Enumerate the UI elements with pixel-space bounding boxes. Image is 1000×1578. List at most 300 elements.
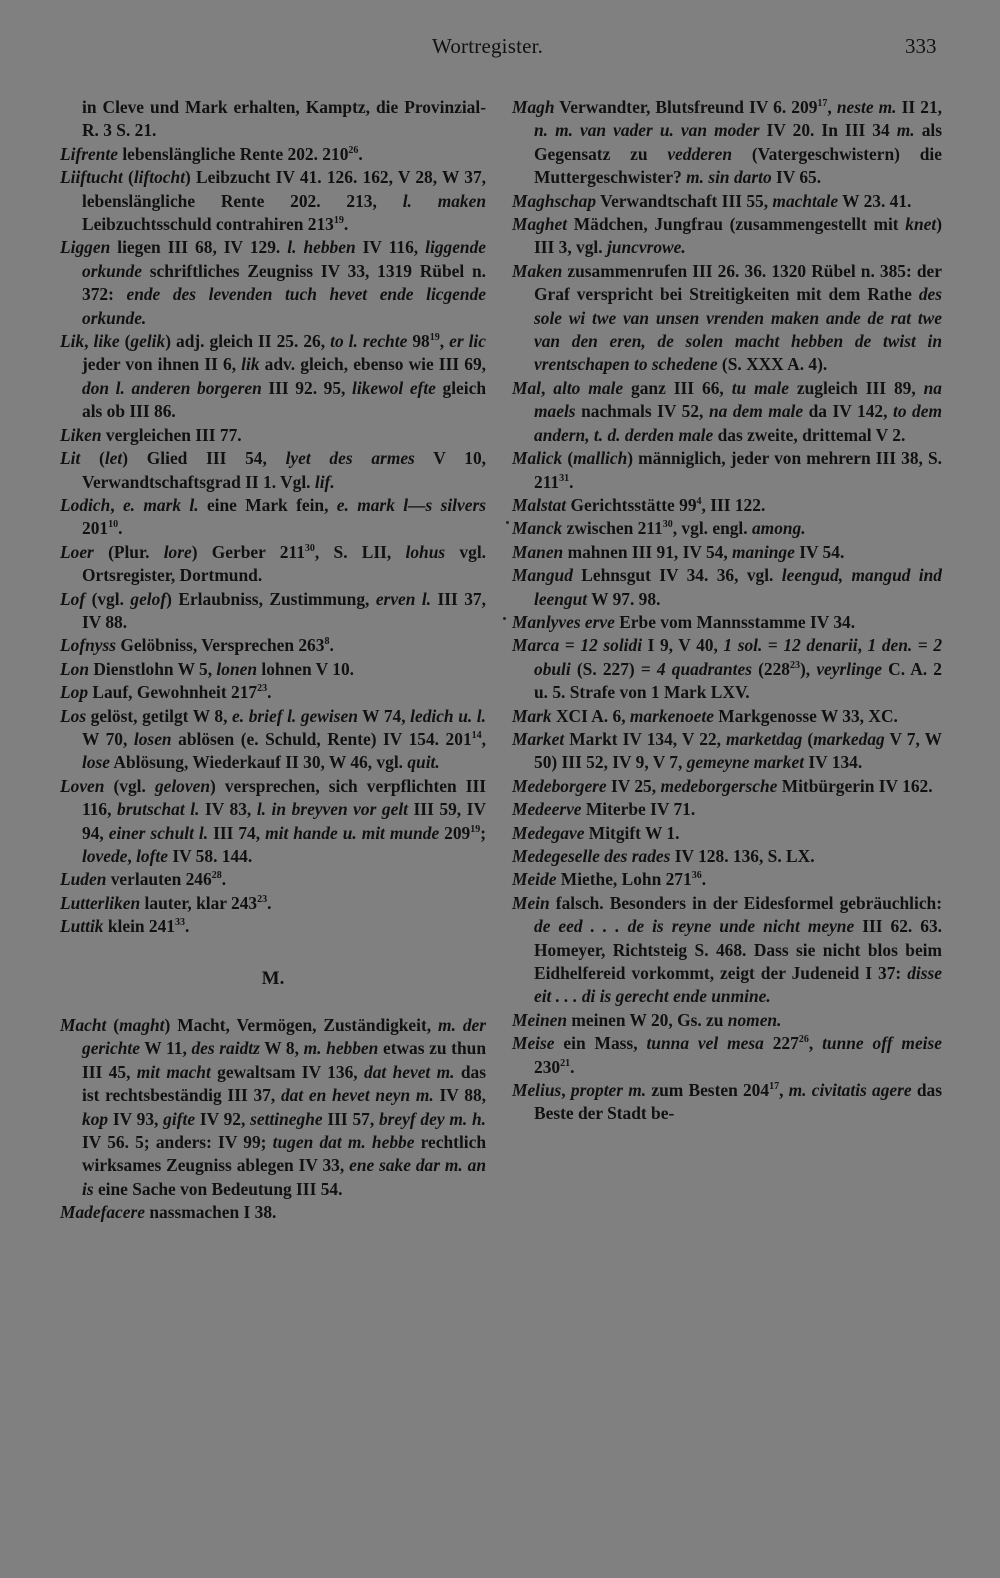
gloss-text: III 57, <box>322 1108 379 1129</box>
line-reference: 17 <box>769 1081 780 1093</box>
gloss-text: als Gegensatz zu <box>534 120 942 164</box>
italic-quote: na dem male <box>708 401 804 422</box>
gloss-text: das ist rechtsbeständig III 37, <box>82 1061 487 1106</box>
line-reference: 23 <box>257 893 268 905</box>
headword: Loer <box>60 541 94 562</box>
gloss-text: Ablösung, Wiederkauf II 30, W 46, vgl. <box>110 752 408 773</box>
italic-quote: neste m. <box>836 97 897 117</box>
gloss-text: Lauf, Gewohnheit 217 <box>88 682 258 703</box>
gloss-text: IV 134. <box>804 752 863 773</box>
gloss-text: ( <box>802 728 814 749</box>
italic-quote: gifte <box>163 1108 196 1129</box>
running-title: Wortregister. <box>432 34 544 58</box>
headword: Malick <box>512 448 563 469</box>
gloss-text: . <box>267 892 272 913</box>
italic-quote: l. maken <box>402 190 487 211</box>
gloss-text: IV 20. In III 34 <box>759 120 897 141</box>
gloss-text: ( <box>119 331 131 352</box>
italic-quote: likewol efte <box>352 377 436 398</box>
italic-quote: e. mark l. <box>122 494 199 515</box>
italic-quote: lik <box>241 354 260 375</box>
gloss-text: in Cleve und Mark erhalten, Kamptz, die Provinzial-R. 3 S. 21. <box>82 97 486 141</box>
gloss-text: V 7, W 50) III 52, IV 9, V 7, <box>534 728 943 773</box>
gloss-text: adv. gleich, ebenso wie III 69, <box>259 354 486 375</box>
gloss-text: , <box>481 728 487 749</box>
gloss-text: rechtlich wirksames Zeugniss ablegen IV 33, <box>82 1132 486 1176</box>
gloss-text: Erbe vom Mannsstamme IV 34. <box>614 611 856 632</box>
gloss-text: zum Besten 204 <box>646 1080 770 1101</box>
gloss-text: nachmals IV 52, <box>575 401 709 422</box>
section-heading-m: M. <box>261 967 285 989</box>
italic-quote: 1 den. <box>867 635 913 656</box>
line-reference: 36 <box>691 870 702 882</box>
italic-quote: to dem andern, t. d. derden male <box>534 401 942 445</box>
gloss-text: gelöst, getilgt W 8, <box>86 705 233 726</box>
headword: Manlyves erve <box>512 611 615 632</box>
register-entry <box>60 236 486 330</box>
gloss-text: IV 116, <box>355 237 426 258</box>
gloss-text: III 62. 63. Homeyer, Richtsteig S. 468. Dass sie nicht blos beim Eidhelfereid vorkommt, zeigt der Judeneid I 37: <box>534 916 943 984</box>
italic-quote: quit. <box>407 752 440 773</box>
gloss-text: Gerichtsstätte 99 <box>566 494 697 515</box>
gloss-text: Miethe, Lohn 271 <box>556 869 692 890</box>
headword: Lodich <box>60 494 111 515</box>
italic-quote: 2 obuli <box>534 635 943 679</box>
right-column <box>512 96 942 1126</box>
register-entry <box>512 190 942 213</box>
line-reference: 19 <box>333 215 344 227</box>
headword: Medeerve <box>512 799 582 820</box>
italic-quote: settineghe <box>250 1108 323 1129</box>
gloss-text: = <box>559 635 581 656</box>
gloss-text: . <box>118 518 123 539</box>
register-entry <box>512 1079 942 1126</box>
headword: Meinen <box>512 1009 568 1030</box>
gloss-text: III 37, IV 88. <box>82 588 486 632</box>
line-reference: 19 <box>470 823 481 835</box>
gloss-text: IV 83, <box>199 799 257 820</box>
gloss-text: verlauten 246 <box>106 869 212 890</box>
italic-quote: maninge <box>732 541 795 562</box>
register-entry <box>512 377 942 447</box>
register-entry <box>512 822 942 845</box>
gloss-text: II 21, <box>896 97 942 117</box>
gloss-text: das zweite, drittemal V 2. <box>713 424 906 445</box>
register-entry <box>512 447 942 494</box>
gloss-text: IV 93, <box>108 1108 164 1129</box>
gloss-text: ) versprechen, sich verpflichten III 116, <box>82 775 486 820</box>
gloss-text: , III 122. <box>701 494 766 515</box>
italic-quote: e. mark l—s silvers <box>336 494 486 515</box>
italic-quote: 12 denarii <box>783 635 858 656</box>
headword: Mal <box>512 377 541 398</box>
gloss-text: Verwandter, Blutsfreund IV 6. 209 <box>554 97 818 117</box>
gloss-text: = <box>912 635 934 656</box>
register-entry <box>512 213 942 260</box>
gloss-text: klein 241 <box>103 916 176 937</box>
headword: Loven <box>60 775 105 796</box>
headword: Medegave <box>512 822 585 843</box>
italic-quote: knet <box>905 214 937 235</box>
italic-quote: marketdag <box>726 728 803 749</box>
italic-quote: mallich <box>573 448 628 469</box>
gloss-text: ein Mass, <box>554 1033 647 1054</box>
gloss-text: Gelöbniss, Versprechen 263 <box>116 635 325 656</box>
italic-quote: veyrlinge <box>816 658 882 679</box>
headword: Liggen <box>60 237 111 258</box>
gloss-text: 201 <box>82 518 109 539</box>
gloss-text: . <box>701 869 707 890</box>
headword: Medegeselle des rades <box>512 846 671 866</box>
register-entry <box>60 166 486 236</box>
gloss-text: nassmachen I 38. <box>144 1202 277 1223</box>
gloss-text: . <box>329 635 334 656</box>
italic-quote: m. hebben <box>303 1038 379 1059</box>
italic-quote: disse eit . . . di is gerecht ende unmine. <box>534 963 942 1007</box>
gloss-text: 230 <box>534 1056 561 1077</box>
italic-quote: e. brief l. gewisen <box>232 705 358 726</box>
gloss-text: I 9, V 40, <box>642 635 724 656</box>
italic-quote: liftocht <box>133 167 186 188</box>
gloss-text: 209 <box>439 822 471 843</box>
gloss-text: zugleich III 89, <box>788 377 924 398</box>
italic-quote: lore <box>163 541 192 562</box>
gloss-text: . <box>267 682 272 703</box>
italic-quote: gelik <box>130 331 166 352</box>
headword: Macht <box>60 1015 107 1036</box>
gloss-text: gewaltsam IV 136, <box>210 1061 364 1082</box>
entries-letter-l <box>60 143 486 939</box>
register-entry <box>512 517 942 540</box>
gloss-text: ganz III 66, <box>623 377 732 398</box>
gloss-text: , vgl. engl. <box>672 518 752 539</box>
italic-quote: des sole wi twe van unsen vrenden maken ande de rat twe van den eren, de solen macht hebben de twist in vrentschapen to schedene <box>534 284 942 375</box>
register-entry <box>512 868 942 891</box>
gloss-text: W 74, <box>357 705 411 726</box>
continuation-text <box>60 96 486 143</box>
italic-quote: lif. <box>314 471 335 492</box>
gloss-text: W 8, <box>259 1038 304 1059</box>
register-entry <box>60 658 486 681</box>
gloss-text: ) adj. gleich II 25. 26, <box>165 331 331 352</box>
line-reference: 26 <box>348 144 359 156</box>
italic-quote: ledich u. l. <box>410 705 486 726</box>
gloss-text: , <box>541 377 554 398</box>
register-entry <box>512 564 942 611</box>
gloss-text: falsch. Besonders in der Eidesformel gebräuchlich: <box>549 892 942 913</box>
left-column <box>60 96 486 1225</box>
register-entry <box>60 681 486 704</box>
italic-quote: erven l. <box>375 588 432 609</box>
italic-quote: kop <box>82 1108 109 1129</box>
gloss-text: jeder von ihnen II 6, <box>82 354 242 375</box>
gloss-text: lebenslängliche Rente 202. 210 <box>117 143 349 164</box>
italic-quote: propter m. <box>570 1080 647 1101</box>
register-entry <box>60 915 486 938</box>
gloss-text: . <box>569 471 574 492</box>
line-reference: 21 <box>560 1057 571 1069</box>
gloss-text: Mädchen, Jungfrau (zusammengestellt mit <box>567 214 906 235</box>
line-reference: 23 <box>790 659 801 671</box>
headword: Lutterliken <box>60 892 141 913</box>
headword: Mark <box>512 705 552 726</box>
register-entry <box>60 634 486 657</box>
register-entry <box>512 494 942 517</box>
headword: Magh <box>512 97 555 117</box>
headword: Maghschap <box>512 190 597 211</box>
italic-quote: 1 sol. <box>723 635 763 656</box>
italic-quote: alto male <box>553 377 624 398</box>
italic-quote: einer schult l. <box>108 822 209 843</box>
headword: Medeborgere <box>512 775 607 796</box>
gloss-text: lohnen V 10. <box>257 658 354 679</box>
gloss-text: zwischen 211 <box>562 518 663 539</box>
gloss-text: ) Macht, Vermögen, Zuständigkeit, <box>164 1015 439 1036</box>
gloss-text: C. A. 2 u. 5. Strafe von 1 Mark LXV. <box>534 658 942 703</box>
gloss-text: , <box>779 1080 789 1101</box>
gloss-text: ), <box>800 658 817 679</box>
print-speck <box>506 521 509 524</box>
gloss-text: ) Leibzucht IV 41. 126. 162, V 28, W 37, lebenslängliche Rente 202. 213, <box>82 167 486 211</box>
line-reference: 10 <box>108 519 119 531</box>
gloss-text: III 59, IV 94, <box>82 799 487 843</box>
headword: Liken <box>60 424 102 445</box>
gloss-text: da IV 142, <box>803 401 893 422</box>
register-entry <box>512 728 942 775</box>
gloss-text: W 97. 98. <box>587 588 661 609</box>
italic-quote: gelof <box>130 588 167 609</box>
gloss-text: liegen III 68, IV 129. <box>110 237 288 258</box>
italic-quote: juncvrowe. <box>606 237 686 258</box>
register-entry <box>60 494 486 541</box>
gloss-text: , <box>808 1033 823 1054</box>
gloss-text: , <box>110 494 123 515</box>
gloss-text: Miterbe IV 71. <box>581 799 696 820</box>
gloss-text: Verwandtschaft III 55, <box>596 190 773 211</box>
gloss-text: ) Gerber 211 <box>191 541 305 562</box>
line-reference: 28 <box>211 870 222 882</box>
gloss-text: Lehnsgut IV 34. 36, vgl. <box>572 565 782 586</box>
italic-quote: machtale <box>772 190 839 211</box>
headword: Luden <box>60 869 107 890</box>
italic-quote: lose <box>82 752 111 773</box>
gloss-text: . <box>570 1056 575 1077</box>
gloss-text: gleich als ob III 86. <box>82 377 486 422</box>
page-number: 333 <box>905 34 937 58</box>
print-speck <box>503 617 506 620</box>
italic-quote: tu male <box>731 377 789 398</box>
italic-quote: l. in breyven vor gelt <box>256 799 408 820</box>
italic-quote: dat en hevet neyn m. <box>280 1085 434 1106</box>
line-reference: 31 <box>559 472 570 484</box>
italic-quote: lohus <box>405 541 446 562</box>
gloss-text: eine Sache von Bedeutung III 54. <box>93 1178 343 1199</box>
italic-quote: markenoete <box>629 705 714 726</box>
gloss-text: (Vatergeschwistern) die Muttergeschwister? <box>534 143 942 188</box>
gloss-text: . <box>358 143 363 164</box>
gloss-text: = <box>762 635 784 656</box>
gloss-text: W 11, <box>139 1038 192 1059</box>
italic-quote: among. <box>751 518 806 539</box>
italic-quote: m. <box>896 120 915 141</box>
italic-quote: gemeyne market <box>686 752 805 773</box>
italic-quote: tunne off meise <box>822 1033 942 1054</box>
gloss-text: III 74, <box>208 822 266 843</box>
gloss-text: Mitgift W 1. <box>584 822 680 843</box>
headword: Maken <box>512 260 563 281</box>
headword: Madefacere <box>60 1202 145 1223</box>
gloss-text: etwas zu thun III 45, <box>82 1038 486 1082</box>
register-entry <box>60 705 486 775</box>
italic-quote: liggende orkunde <box>82 237 487 281</box>
gloss-text: zusammenrufen III 26. 36. 1320 Rübel n. 385: der Graf verspricht bei Streitigkeiten mit dem Rathe <box>534 260 942 305</box>
gloss-text: (S. 227) = <box>570 658 657 679</box>
continuation-paragraph <box>60 96 486 143</box>
gloss-text: , <box>439 331 450 352</box>
gloss-text: , <box>827 97 837 117</box>
gloss-text: schriftliches Zeugniss IV 33, 1319 Rübel n. 372: <box>82 260 486 305</box>
register-entry <box>512 892 942 1009</box>
italic-quote: l. hebben <box>287 237 356 258</box>
register-entry <box>60 588 486 635</box>
italic-quote: maght <box>119 1015 165 1036</box>
line-reference: 4 <box>696 495 702 507</box>
italic-quote: 4 quadrantes <box>656 658 752 679</box>
register-entry <box>512 1009 942 1032</box>
headword: Lop <box>60 682 89 703</box>
gloss-text: , <box>127 846 137 866</box>
register-entry <box>512 775 942 798</box>
gloss-text: Dienstlohn W 5, <box>89 658 217 679</box>
headword: Lit <box>60 448 81 469</box>
register-entry <box>60 330 486 424</box>
register-entry <box>512 96 942 190</box>
register-entry <box>512 705 942 728</box>
italic-quote: nomen. <box>727 1009 782 1030</box>
headword: Marca <box>512 635 560 656</box>
gloss-text: ; <box>480 822 487 843</box>
register-entry <box>512 634 942 704</box>
gloss-text: (S. XXX A. 4). <box>717 354 828 375</box>
headword: Manck <box>512 518 563 539</box>
register-entry <box>512 1032 942 1079</box>
italic-quote: markedag <box>813 728 885 749</box>
gloss-text: ) männiglich, jeder von mehrern III 38, S. 211 <box>534 448 942 492</box>
italic-quote: lonen <box>216 658 258 679</box>
gloss-text: ) Glied III 54, <box>122 448 286 469</box>
register-entry <box>60 541 486 588</box>
headword: Liiftucht <box>60 167 123 188</box>
line-reference: 14 <box>471 729 482 741</box>
gloss-text: Markgenosse W 33, XC. <box>713 705 898 726</box>
italic-quote: tunna vel mesa <box>646 1033 764 1054</box>
italic-quote: lovede <box>82 846 128 866</box>
italic-quote: to l. rechte <box>330 331 408 352</box>
gloss-text: Leibzuchtsschuld contrahiren 213 <box>82 214 334 235</box>
gloss-text: Mitbürgerin IV 162. <box>777 775 933 796</box>
register-entry <box>60 1014 486 1201</box>
italic-quote: des raidtz <box>191 1038 260 1059</box>
italic-quote: de eed . . . de is reyne unde nicht meyne <box>534 916 855 937</box>
gloss-text: IV 56. 5; anders: IV 99; <box>82 1132 273 1153</box>
headword: Mein <box>512 892 550 913</box>
line-reference: 23 <box>257 683 268 695</box>
italic-quote: don l. anderen borgeren <box>82 377 262 398</box>
gloss-text: (vgl. <box>85 588 131 609</box>
register-entry <box>512 845 942 868</box>
italic-quote: like <box>93 331 120 352</box>
headword: Manen <box>512 541 564 562</box>
gloss-text: , <box>857 635 868 656</box>
gloss-text: eine Mark fein, <box>198 494 337 515</box>
register-entry <box>60 1201 486 1224</box>
gloss-text: ( <box>122 167 134 188</box>
register-entry <box>60 775 486 869</box>
italic-quote: leengud, mangud ind leengut <box>534 565 943 609</box>
italic-quote: breyf dey m. h. <box>378 1108 487 1129</box>
gloss-text: , <box>561 1080 571 1101</box>
gloss-text: (228 <box>751 658 791 679</box>
gloss-text: lauter, klar 243 <box>140 892 258 913</box>
gloss-text: ( <box>562 448 574 469</box>
gloss-text: ( <box>80 448 105 469</box>
italic-quote: mit hande u. mit munde <box>265 822 440 843</box>
entries-letter-m <box>60 1014 486 1225</box>
italic-quote: let <box>104 448 123 469</box>
entries-letter-m-continued <box>512 96 942 1126</box>
gloss-text: IV 65. <box>771 167 822 188</box>
headword: Mangud <box>512 565 573 586</box>
headword: Market <box>512 728 565 749</box>
headword: Luttik <box>60 916 104 937</box>
gloss-text: (vgl. <box>104 775 155 796</box>
gloss-text: , <box>84 331 94 352</box>
gloss-text: IV 88, <box>433 1085 486 1106</box>
headword: Los <box>60 705 87 726</box>
italic-quote: losen <box>133 728 172 749</box>
italic-quote: mit macht <box>136 1061 211 1082</box>
line-reference: 19 <box>429 332 440 344</box>
gloss-text: W 23. 41. <box>838 190 912 211</box>
headword: Meise <box>512 1033 555 1054</box>
gloss-text: vergleichen III 77. <box>101 424 242 445</box>
italic-quote: m. der gerichte <box>82 1015 487 1059</box>
gloss-text: . <box>343 214 349 235</box>
headword: Lik <box>60 331 85 352</box>
headword: Malstat <box>512 494 567 515</box>
gloss-text: IV 92, <box>195 1108 251 1129</box>
register-entry <box>512 260 942 377</box>
gloss-text: Markt IV 134, V 22, <box>564 728 727 749</box>
line-reference: 30 <box>304 542 315 554</box>
italic-quote: 12 solidi <box>580 635 643 656</box>
gloss-text: das Beste der Stadt be- <box>534 1080 942 1124</box>
gloss-text: ablösen (e. Schuld, Rente) IV 154. 201 <box>171 728 472 749</box>
gloss-text: ) III 3, vgl. <box>534 214 942 258</box>
headword: Meide <box>512 869 557 890</box>
gloss-text: , S. LII, <box>314 541 406 562</box>
gloss-text: V 10, Verwandtschaftsgrad II 1. Vgl. <box>82 448 486 492</box>
register-entry <box>60 868 486 891</box>
gloss-text: meinen W 20, Gs. zu <box>567 1009 728 1030</box>
register-entry <box>512 611 942 634</box>
register-entry <box>60 892 486 915</box>
italic-quote: n. m. van vader u. van moder <box>534 120 760 141</box>
line-reference: 8 <box>324 636 330 648</box>
italic-quote: medeborgersche <box>660 775 778 796</box>
register-entry <box>512 798 942 821</box>
italic-quote: ende des levenden tuch hevet ende licgende orkunde. <box>82 284 486 328</box>
